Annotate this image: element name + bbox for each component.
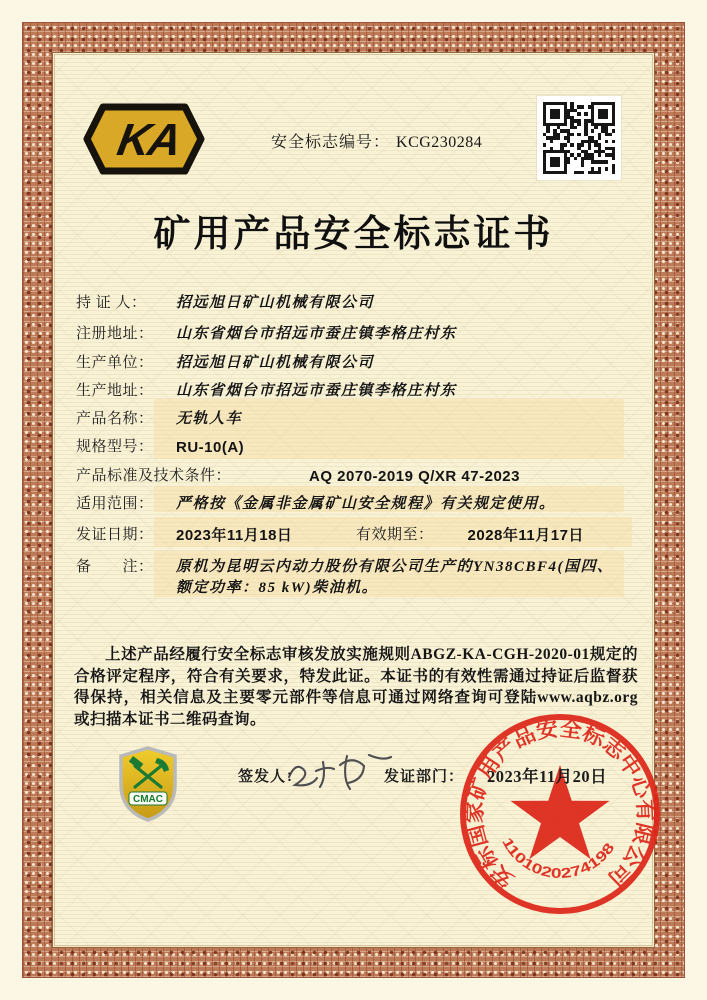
field-label: 规格型号： [76,439,154,455]
field-value: 山东省烟台市招远市蚕庄镇李格庄村东 [176,383,457,399]
expiry-date-value: 2028年11月17日 [467,527,584,544]
field-row-remark [76,557,628,599]
ka-logo-text: KA [113,114,184,165]
field-label: 产品标准及技术条件： [76,468,232,484]
serial-number-line [271,129,482,152]
remark-value: 原机为昆明云内动力股份有限公司生产的YN38CBF4(国四、额定功率：85 kW)柴油机。 [176,559,614,596]
field-value: 山东省烟台市招远市蚕庄镇李格庄村东 [176,326,457,342]
field-row-holder [76,293,374,314]
serial-number-value: KCG230284 [396,134,483,151]
cmac-shield-icon [115,745,181,823]
department-label: 发证部门： [384,769,465,785]
field-row-reg-address [76,324,457,345]
field-label: 生产单位： [76,355,154,371]
serial-number-label: 安全标志编号： [271,134,391,151]
field-row-prod-address [76,381,457,402]
field-row-scope [76,494,556,515]
field-label: 生产地址： [76,383,154,399]
field-value: 招远旭日矿山机械有限公司 [176,355,375,371]
field-row-product-name [76,409,242,430]
field-row-dates [76,525,584,546]
field-row-model [76,437,244,458]
signer-label: 签发人： [238,769,303,785]
field-label: 持 证 人： [76,295,147,311]
issue-date-value: 2023年11月18日 [176,527,293,544]
field-label: 产品名称： [76,411,154,427]
field-value: RU-10(A) [176,439,245,456]
field-value: 招远旭日矿山机械有限公司 [176,295,375,311]
official-red-seal [455,709,665,919]
qr-code [543,102,615,174]
field-label: 适用范围： [76,496,154,512]
seal-date: 2023年11月20日 [487,767,608,786]
field-value: 无轨人车 [176,411,243,427]
statement-paragraph: 上述产品经履行安全标志审核发放实施规则ABGZ-KA-CGH-2020-01规定的合格评定程序，符合有关要求，特发此证。本证书的有效性需通过持证后监督获得保持，相关信息及主要零元部件等信息可通过网络查询可登陆www.aqbz.org或扫描本证书二维码查询。 [74,646,638,728]
ka-safety-logo-icon [83,102,205,176]
certificate-body [52,52,658,948]
seal-ring-text: 安标国家矿用产品安全标志中心有限公司 [462,716,658,893]
seal-number: 1101020274198 [499,834,616,882]
field-value: 严格按《金属非金属矿山安全规程》有关规定使用。 [176,496,556,512]
field-row-manufacturer [76,353,374,374]
cmac-label: CMAC [133,794,163,805]
field-label: 注册地址： [76,326,154,342]
qr-code-frame [537,96,621,180]
field-row-standard [76,466,520,487]
issue-date-label: 发证日期： [76,527,154,543]
field-value: AQ 2070-2019 Q/XR 47-2023 [309,468,520,485]
expiry-date-label: 有效期至： [356,527,434,543]
certificate-title: 矿用产品安全标志证书 [153,214,554,255]
handwritten-signature [281,747,399,795]
remark-label: 备 注： [76,559,154,575]
